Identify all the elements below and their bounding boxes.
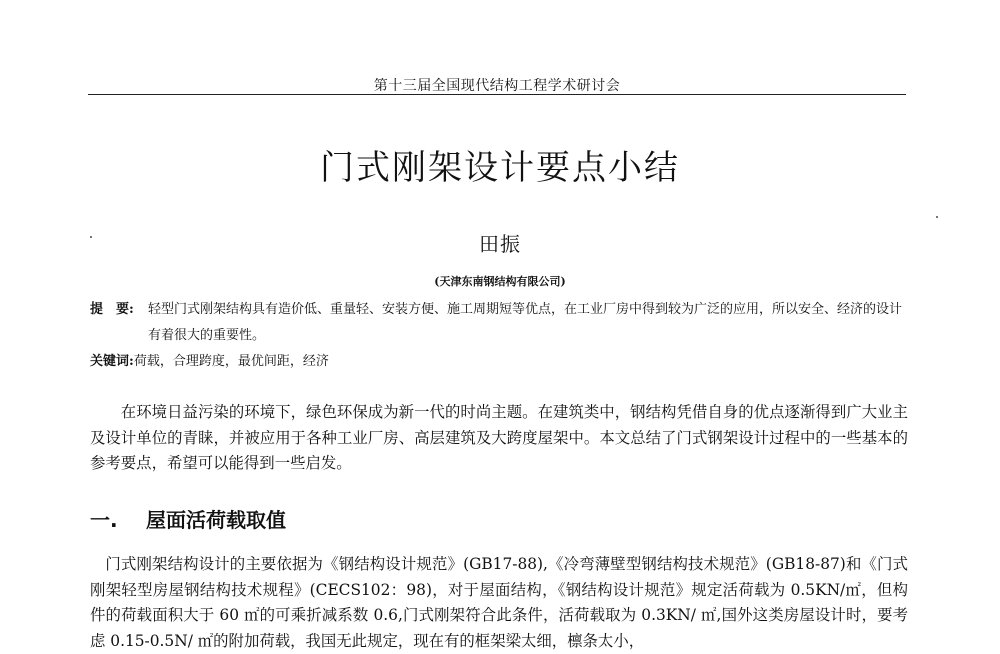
author-affiliation: (天津东南钢结构有限公司) [434,275,566,288]
section-heading [90,504,286,533]
header-rule [88,94,906,95]
section-title: 屋面活荷载取值 [146,508,286,532]
abstract-label: 提 要: [90,302,134,317]
intro-paragraph: 在环境日益污染的环境下，绿色环保成为新一代的时尚主题。在建筑类中，钢结构凭借自身的优点逐渐得到广大业主及设计单位的青睐，并被应用于各种工业厂房、高层建筑及大跨度屋架中。本文总结了门式钢架设计过程中的一些基本的参考要点，希望可以能得到一些启发。 [90,403,908,472]
abstract [90,297,905,349]
section-number: 一. [90,508,118,532]
scan-speck [936,216,938,218]
keywords-text: 荷载，合理跨度，最优间距，经济 [133,354,329,369]
abstract-text: 轻型门式刚架结构具有造价低、重量轻、安装方便、施工周期短等优点，在工业厂房中得到较为广泛的应用，所以安全、经济的设计有着很大的重要性。 [148,302,903,343]
author-name: 田振 [479,232,521,256]
section-paragraph: 门式刚架结构设计的主要依据为《钢结构设计规范》(GB17-88),《冷弯薄壁型钢结构技术规范》(GB18-87)和《门式刚架轻型房屋钢结构技术规程》(CECS102：98)，对于屋面结构，《钢结构设计规范》规定活荷载为 0.5KN/㎡，但构件的荷载面积大于 60 ㎡的可乘折减系数 0.6,门式刚架符合此条件，活荷载取为 0.3KN/ ㎡,国外这类房屋设计时，要考虑 0.15-0.5N/ ㎡的附加荷载，我国无此规定，现在有的框架梁太细，檩条太小， [90,555,908,650]
paper-title: 门式刚架设计要点小结 [320,148,680,188]
keywords-label: 关键词: [90,354,134,369]
scan-speck [90,236,92,238]
keywords [90,351,905,373]
running-header: 第十三届全国现代结构工程学术研讨会 [373,78,621,94]
